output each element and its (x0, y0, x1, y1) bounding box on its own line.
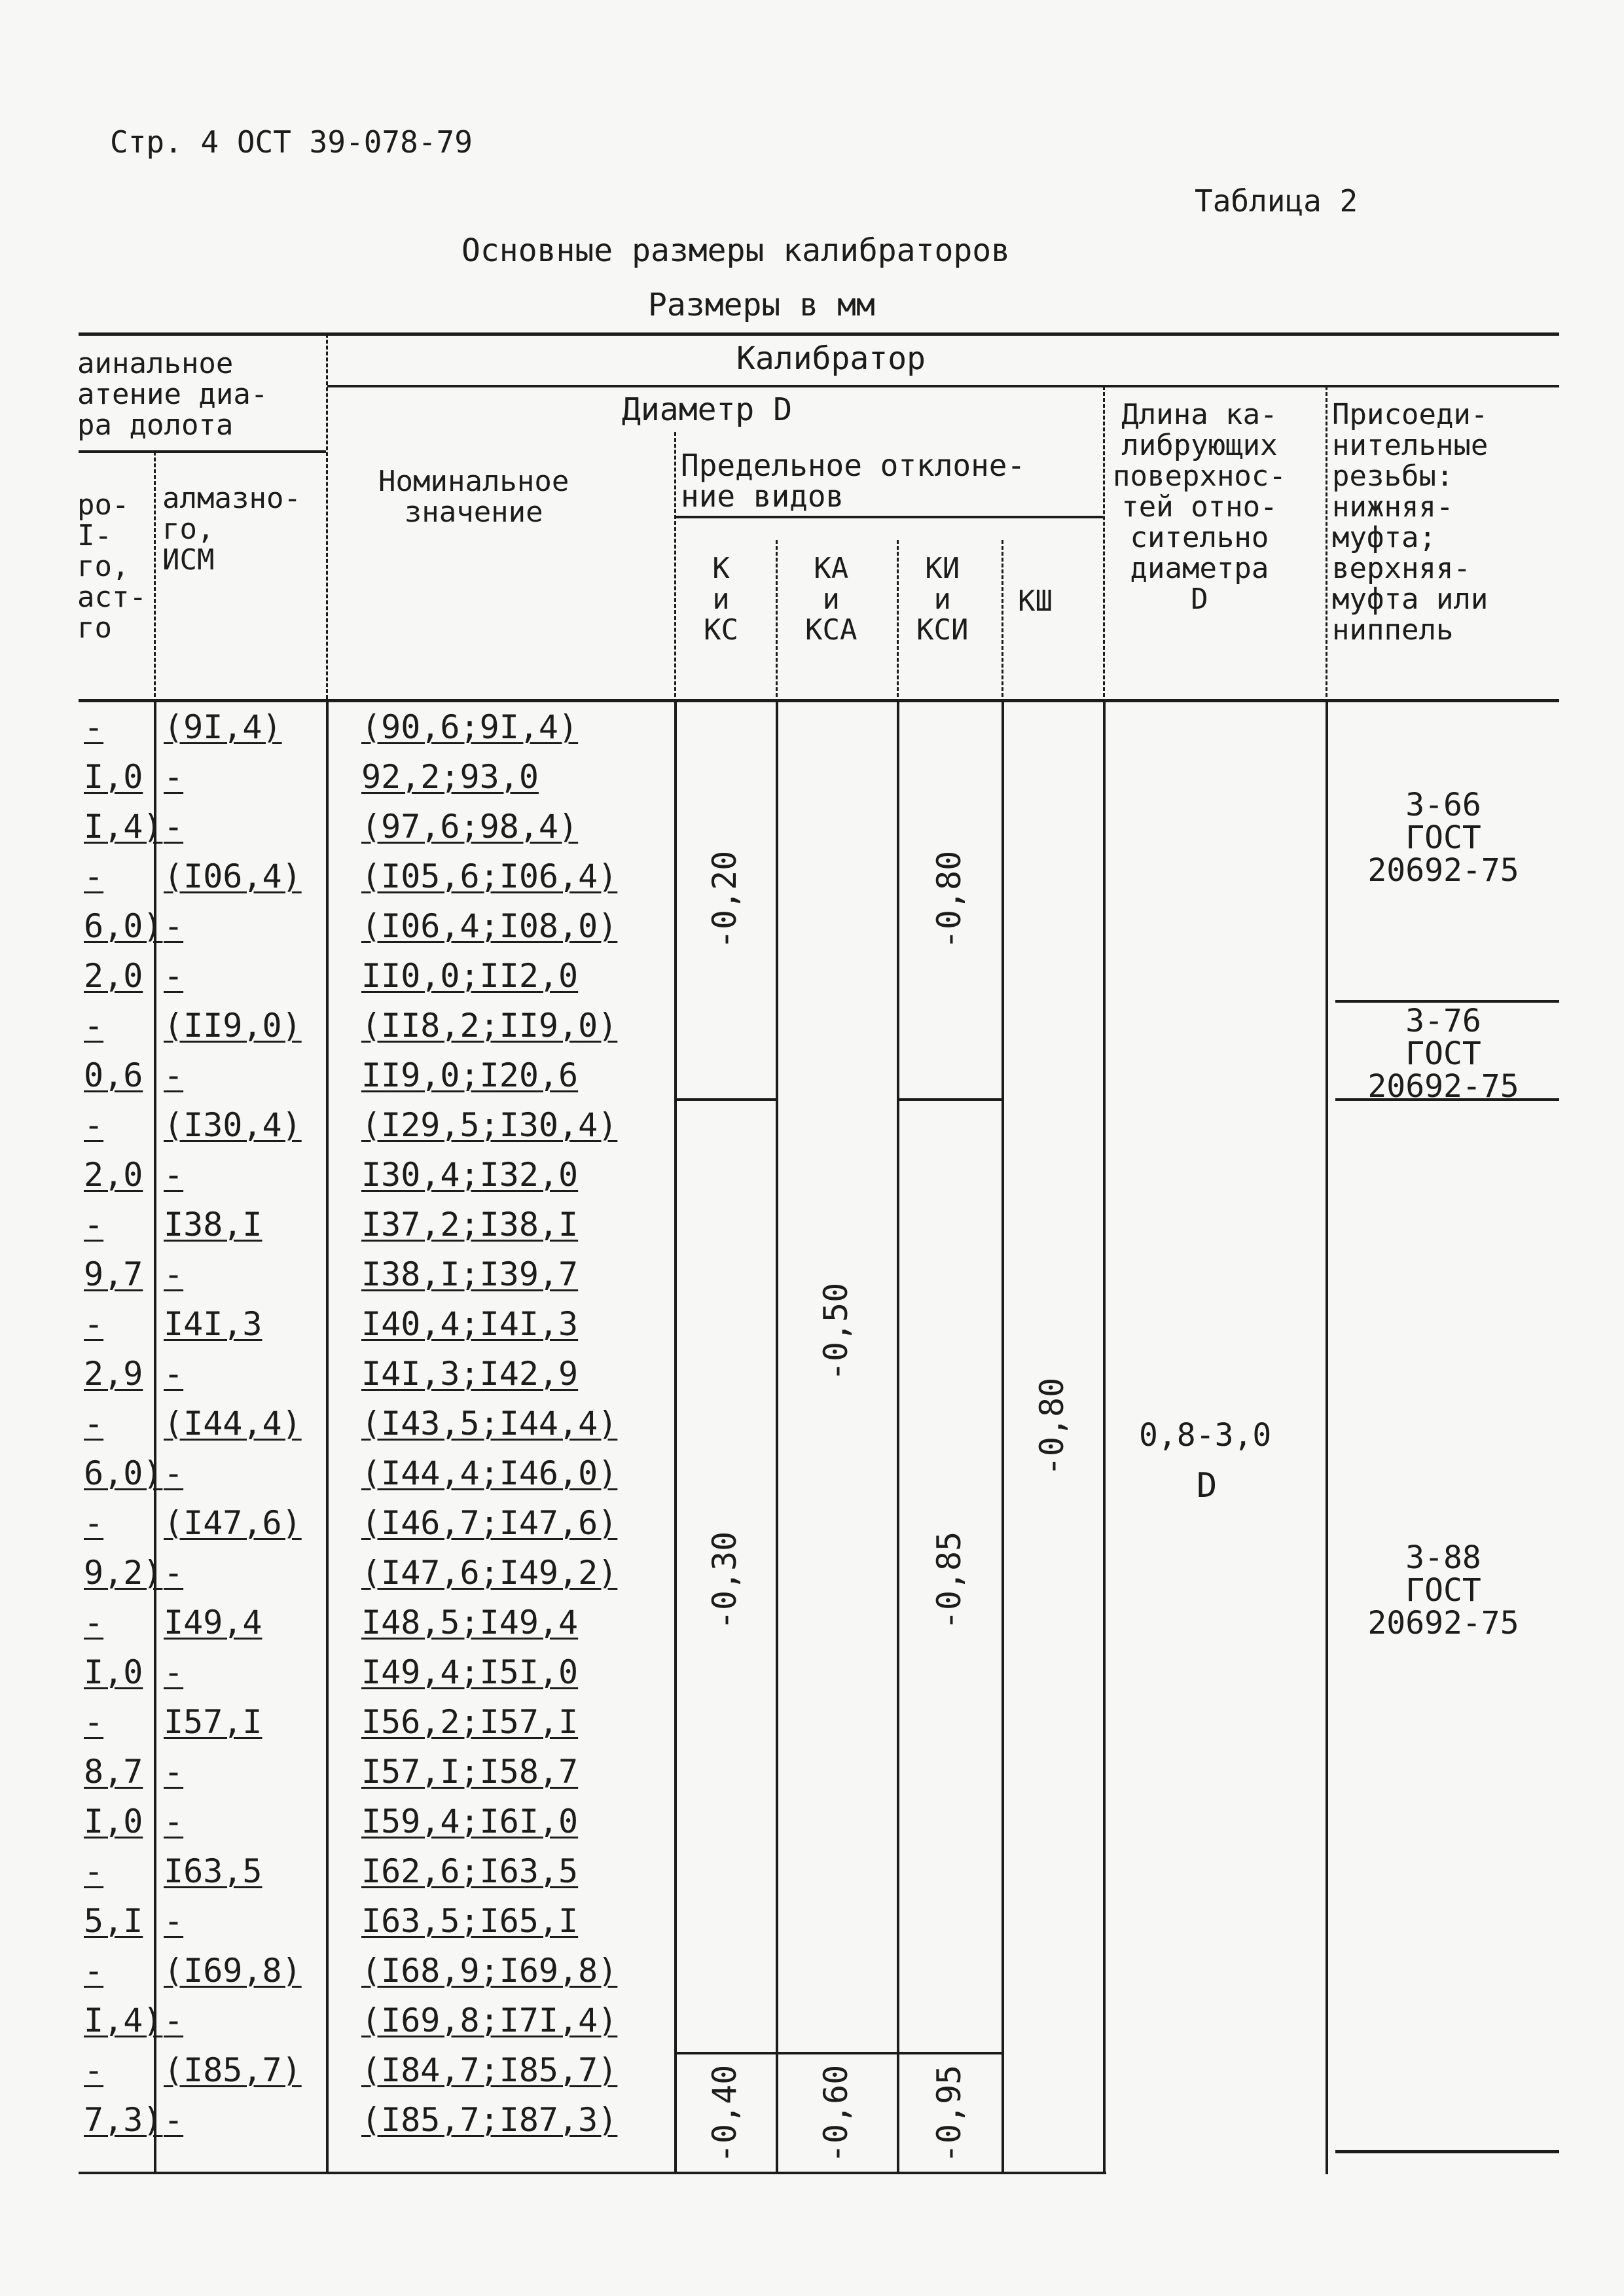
row-28-diamond-diameter: (I85,7) (164, 2051, 302, 2089)
row-28-steel-diameter: - (84, 2051, 104, 2089)
header-left-group: аинальное атение диа- ра долота (77, 347, 268, 442)
row-28-nominal-value: (I84,7;I85,7) (361, 2051, 618, 2089)
ka-value-b: -0,60 (817, 2064, 855, 2164)
row-26-diamond-diameter: (I69,8) (164, 1952, 302, 1990)
row-25-steel-diameter: 5,I (84, 1902, 143, 1940)
row-27-nominal-value: (I69,8;I7I,4) (361, 2001, 618, 2039)
row-2-nominal-value: 92,2;93,0 (361, 758, 539, 796)
row-20-steel-diameter: I,0 (84, 1653, 143, 1691)
row-5-steel-diameter: 6,0) (84, 907, 163, 945)
body-line-length (1103, 702, 1106, 2174)
row-9-diamond-diameter: (I30,4) (164, 1106, 302, 1144)
col-sep-ki (897, 540, 899, 697)
header-ki-ksi: КИ и КСИ (916, 552, 969, 647)
row-3-steel-diameter: I,4) (84, 808, 163, 846)
row-17-nominal-value: (I46,7;I47,6) (361, 1504, 618, 1542)
deviation-rule (674, 516, 1103, 518)
ka-sep (776, 2052, 897, 2054)
thread-bottom-rule (1335, 2150, 1559, 2153)
col-sep-length (1103, 386, 1105, 697)
k-value-c: -0,40 (706, 2064, 744, 2164)
row-18-nominal-value: (I47,6;I49,2) (361, 1554, 618, 1592)
row-5-nominal-value: (I06,4;I08,0) (361, 907, 618, 945)
row-15-nominal-value: (I43,5;I44,4) (361, 1405, 618, 1443)
row-22-steel-diameter: 8,7 (84, 1753, 143, 1791)
table-label: Таблица 2 (1195, 183, 1358, 219)
row-17-steel-diameter: - (84, 1504, 104, 1542)
row-26-steel-diameter: - (84, 1952, 104, 1990)
header-left-col2: алмазно- го, ИСМ (162, 482, 301, 577)
row-20-diamond-diameter: - (164, 1653, 184, 1691)
row-27-diamond-diameter: - (164, 2001, 184, 2039)
header-thread: Присоеди- нительные резьбы: нижняя- муфта; верхняя- муфта или ниппель (1332, 398, 1489, 647)
row-19-diamond-diameter: I49,4 (164, 1604, 262, 1641)
header-nominal: Номинальное значение (378, 465, 569, 529)
row-10-nominal-value: I30,4;I32,0 (361, 1156, 579, 1194)
k-sep-2 (674, 2052, 776, 2054)
row-1-nominal-value: (90,6;9I,4) (361, 708, 579, 746)
row-22-diamond-diameter: - (164, 1753, 184, 1791)
row-5-diamond-diameter: - (164, 907, 184, 945)
body-line-ka (776, 702, 778, 2174)
row-25-nominal-value: I63,5;I65,I (361, 1902, 579, 1940)
k-value-a: -0,20 (706, 850, 744, 950)
ki-value-c: -0,95 (930, 2064, 968, 2164)
header-deviation: Предельное отклоне- ние видов (681, 448, 1026, 514)
row-14-steel-diameter: 2,9 (84, 1355, 143, 1393)
row-15-steel-diameter: - (84, 1405, 104, 1443)
row-18-steel-diameter: 9,2) (84, 1554, 163, 1592)
page-header: Стр. 4 ОСТ 39-078-79 (110, 124, 473, 160)
row-8-steel-diameter: 0,6 (84, 1056, 143, 1094)
row-2-diamond-diameter: - (164, 758, 184, 796)
row-6-steel-diameter: 2,0 (84, 957, 143, 995)
row-11-diamond-diameter: I38,I (164, 1206, 262, 1244)
row-9-nominal-value: (I29,5;I30,4) (361, 1106, 618, 1144)
row-18-diamond-diameter: - (164, 1554, 184, 1592)
header-left-col1: ро- I- го, аст- го (77, 488, 147, 645)
col-sep-thread (1326, 386, 1327, 697)
row-19-steel-diameter: - (84, 1604, 104, 1641)
row-1-diamond-diameter: (9I,4) (164, 708, 282, 746)
row-1-steel-diameter: - (84, 708, 104, 746)
row-29-steel-diameter: 7,3) (84, 2101, 163, 2139)
ksh-value: -0,80 (1033, 1377, 1071, 1477)
page-title: Основные размеры калибраторов (461, 232, 1011, 269)
row-10-steel-diameter: 2,0 (84, 1156, 143, 1194)
row-14-nominal-value: I4I,3;I42,9 (361, 1355, 579, 1393)
row-12-diamond-diameter: - (164, 1255, 184, 1293)
header-kalibrator: Калибратор (736, 340, 926, 377)
col-sep-deviation (674, 432, 676, 697)
kalibrator-rule (327, 385, 1559, 387)
row-21-nominal-value: I56,2;I57,I (361, 1703, 579, 1741)
body-line-thread (1326, 702, 1328, 2174)
row-7-steel-diameter: - (84, 1007, 104, 1045)
row-23-nominal-value: I59,4;I6I,0 (361, 1803, 579, 1840)
row-23-steel-diameter: I,0 (84, 1803, 143, 1840)
row-11-steel-diameter: - (84, 1206, 104, 1244)
body-line-nominal (326, 702, 329, 2174)
row-22-nominal-value: I57,I;I58,7 (361, 1753, 579, 1791)
ki-value-a: -0,80 (930, 850, 968, 950)
row-3-diamond-diameter: - (164, 808, 184, 846)
header-k-ks: К и КС (704, 552, 738, 647)
row-14-diamond-diameter: - (164, 1355, 184, 1393)
row-9-steel-diameter: - (84, 1106, 104, 1144)
thread-value-c: З-88 ГОСТ 20692-75 (1367, 1539, 1519, 1641)
length-unit: D (1197, 1466, 1218, 1505)
row-19-nominal-value: I48,5;I49,4 (361, 1604, 579, 1641)
row-15-diamond-diameter: (I44,4) (164, 1405, 302, 1443)
table-bottom-rule (79, 2172, 1106, 2174)
header-ka-ksa: КА и КСА (805, 552, 857, 647)
row-26-nominal-value: (I68,9;I69,8) (361, 1952, 618, 1990)
ka-value-a: -0,50 (817, 1282, 855, 1382)
row-11-nominal-value: I37,2;I38,I (361, 1206, 579, 1244)
row-24-diamond-diameter: I63,5 (164, 1852, 262, 1890)
row-12-nominal-value: I38,I;I39,7 (361, 1255, 579, 1293)
header-diameter: Диаметр D (622, 391, 793, 428)
thread-value-b: З-76 ГОСТ 20692-75 (1367, 1003, 1519, 1105)
row-16-diamond-diameter: - (164, 1454, 184, 1492)
row-6-nominal-value: II0,0;II2,0 (361, 957, 579, 995)
length-value: 0,8-3,0 (1139, 1417, 1272, 1454)
col-sep-left (154, 452, 156, 697)
row-13-nominal-value: I40,4;I4I,3 (361, 1305, 579, 1343)
header-bottom-rule (79, 699, 1559, 702)
header-ksh: КШ (1018, 584, 1053, 618)
ki-value-b: -0,85 (930, 1531, 968, 1630)
row-4-nominal-value: (I05,6;I06,4) (361, 857, 618, 895)
units-caption: Размеры в мм (648, 287, 875, 323)
col-sep-ksh (1001, 540, 1003, 697)
row-20-nominal-value: I49,4;I5I,0 (361, 1653, 579, 1691)
table-top-rule (79, 332, 1559, 336)
col-sep-nominal (326, 334, 328, 699)
row-7-nominal-value: (II8,2;II9,0) (361, 1007, 618, 1045)
body-line-k (674, 702, 677, 2174)
row-16-steel-diameter: 6,0) (84, 1454, 163, 1492)
thread-value-a: З-66 ГОСТ 20692-75 (1367, 787, 1519, 889)
k-sep-1 (674, 1098, 776, 1101)
body-line-ksh (1001, 702, 1004, 2174)
row-21-steel-diameter: - (84, 1703, 104, 1741)
row-29-nominal-value: (I85,7;I87,3) (361, 2101, 618, 2139)
row-24-nominal-value: I62,6;I63,5 (361, 1852, 579, 1890)
row-7-diamond-diameter: (II9,0) (164, 1007, 302, 1045)
row-25-diamond-diameter: - (164, 1902, 184, 1940)
row-17-diamond-diameter: (I47,6) (164, 1504, 302, 1542)
row-2-steel-diameter: I,0 (84, 758, 143, 796)
ki-sep-1 (897, 1098, 1001, 1101)
row-16-nominal-value: (I44,4;I46,0) (361, 1454, 618, 1492)
k-value-b: -0,30 (706, 1531, 744, 1630)
row-4-steel-diameter: - (84, 857, 104, 895)
header-length: Длина ка- либрующих поверхнос- тей отно- сительно диаметра D (1113, 398, 1286, 616)
row-21-diamond-diameter: I57,I (164, 1703, 262, 1741)
row-8-diamond-diameter: - (164, 1056, 184, 1094)
row-3-nominal-value: (97,6;98,4) (361, 808, 579, 846)
row-24-steel-diameter: - (84, 1852, 104, 1890)
row-6-diamond-diameter: - (164, 957, 184, 995)
left-group-rule (79, 450, 326, 453)
col-sep-ka (776, 540, 778, 697)
row-12-steel-diameter: 9,7 (84, 1255, 143, 1293)
row-4-diamond-diameter: (I06,4) (164, 857, 302, 895)
row-27-steel-diameter: I,4) (84, 2001, 163, 2039)
body-line-ki (897, 702, 899, 2174)
row-29-diamond-diameter: - (164, 2101, 184, 2139)
row-8-nominal-value: II9,0;I20,6 (361, 1056, 579, 1094)
row-10-diamond-diameter: - (164, 1156, 184, 1194)
row-13-steel-diameter: - (84, 1305, 104, 1343)
row-13-diamond-diameter: I4I,3 (164, 1305, 262, 1343)
row-23-diamond-diameter: - (164, 1803, 184, 1840)
ki-sep-2 (897, 2052, 1001, 2054)
